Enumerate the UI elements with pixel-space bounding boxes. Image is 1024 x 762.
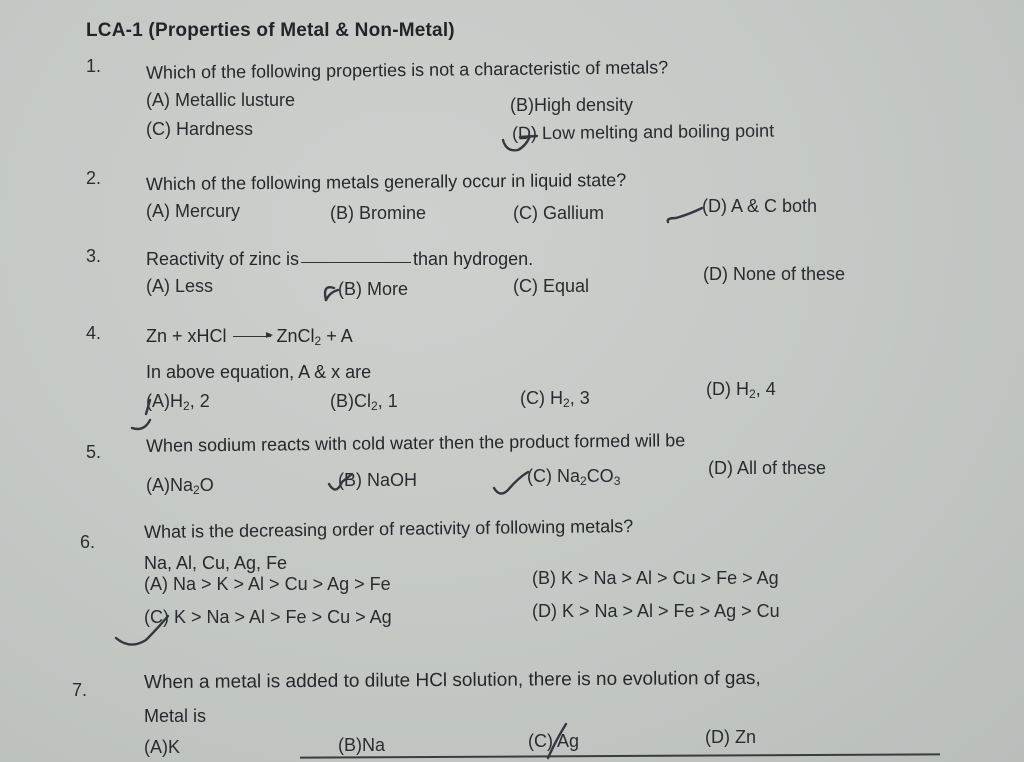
option-a: (A)K	[144, 737, 180, 757]
option-a: (A) Less	[146, 276, 214, 296]
option-b-post: , 1	[377, 391, 398, 411]
reaction-arrow-icon	[233, 336, 271, 337]
option-d: (D) Low melting and boiling point	[511, 120, 775, 144]
equation-rhs-tail: + A	[321, 326, 353, 346]
option-c-mid: CO	[586, 466, 614, 486]
option-c	[527, 466, 620, 487]
option-d-sub: 2	[749, 387, 756, 401]
option-a	[146, 391, 210, 412]
option-b-sub: 2	[371, 399, 378, 413]
option-b: (B)Na	[338, 735, 386, 755]
question-text	[146, 249, 533, 270]
question-text-after: than hydrogen.	[413, 249, 534, 269]
option-d	[706, 379, 776, 400]
option-a-pre: (A)H	[146, 391, 183, 411]
option-c	[520, 388, 590, 409]
option-c-pre: (C) H	[520, 388, 563, 408]
option-d: (D) None of these	[703, 264, 846, 284]
option-b: (B) Bromine	[330, 203, 427, 223]
option-d: (D) K > Na > Al > Fe > Ag > Cu	[532, 601, 780, 621]
equation-lhs: Zn + xHCl	[146, 326, 227, 346]
option-c: (C) Ag	[528, 731, 580, 751]
option-d: (D) All of these	[708, 458, 827, 478]
question-subtext: Na, Al, Cu, Ag, Fe	[144, 553, 288, 573]
option-b: (B) NaOH	[338, 470, 418, 490]
option-d-pre: (D) H	[706, 379, 749, 399]
option-b: (B) More	[338, 279, 409, 299]
question-number: 1.	[86, 56, 102, 76]
option-a-post: , 2	[189, 391, 210, 411]
question-number: 3.	[86, 246, 102, 266]
page-title: LCA-1 (Properties of Metal & Non-Metal)	[86, 20, 455, 41]
option-c-post: , 3	[569, 388, 590, 408]
question-text: In above equation, A & x are	[146, 362, 372, 382]
question-number: 6.	[80, 532, 96, 552]
option-b	[330, 391, 398, 412]
equation-rhs-subscript: 2	[314, 334, 322, 348]
question-text: Which of the following properties is not a characteristic of metals?	[145, 57, 669, 83]
option-c: (C) Equal	[513, 276, 590, 296]
question-text: When a metal is added to dilute HCl solution, there is no evolution of gas,	[143, 667, 761, 694]
answer-blank	[301, 261, 411, 263]
question-subtext: Metal is	[144, 706, 207, 726]
option-a-sub: 2	[193, 483, 200, 497]
option-d-post: , 4	[755, 379, 776, 399]
option-c-sub: 2	[580, 474, 587, 488]
option-d: (D) A & C both	[702, 196, 818, 216]
option-b: (B) K > Na > Al > Cu > Fe > Ag	[532, 568, 779, 588]
option-b-pre: (B)Cl	[330, 391, 371, 411]
question-number: 7.	[72, 680, 88, 700]
option-c: (C) Gallium	[513, 203, 605, 223]
question-text-before: Reactivity of zinc is	[146, 249, 300, 269]
question-number: 2.	[86, 168, 102, 188]
option-a: (A) Na > K > Al > Cu > Ag > Fe	[144, 574, 391, 594]
option-a-pre: (A)Na	[146, 475, 194, 495]
question-text: When sodium reacts with cold water then the product formed will be	[145, 430, 686, 456]
option-a	[146, 475, 214, 496]
question-number: 4.	[86, 323, 102, 343]
option-c: (C) Hardness	[146, 119, 254, 139]
question-text: What is the decreasing order of reactivity of following metals?	[143, 516, 634, 542]
option-a: (A) Metallic lusture	[146, 90, 296, 110]
option-c-pre: (C) Na	[527, 466, 580, 486]
chemical-equation	[146, 326, 353, 347]
option-c-sub2: 3	[613, 474, 621, 488]
page-divider-line	[300, 753, 940, 758]
question-number: 5.	[86, 442, 102, 462]
option-c: (C) K > Na > Al > Fe > Cu > Ag	[144, 607, 392, 627]
option-c-sub: 2	[563, 396, 570, 410]
option-a-post: O	[199, 475, 214, 495]
question-text: Which of the following metals generally occur in liquid state?	[145, 169, 627, 195]
option-a-sub: 2	[183, 399, 190, 413]
option-b: (B)High density	[510, 95, 634, 115]
equation-rhs-base: ZnCl	[276, 326, 315, 346]
option-a: (A) Mercury	[146, 201, 240, 221]
option-d: (D) Zn	[705, 727, 756, 747]
